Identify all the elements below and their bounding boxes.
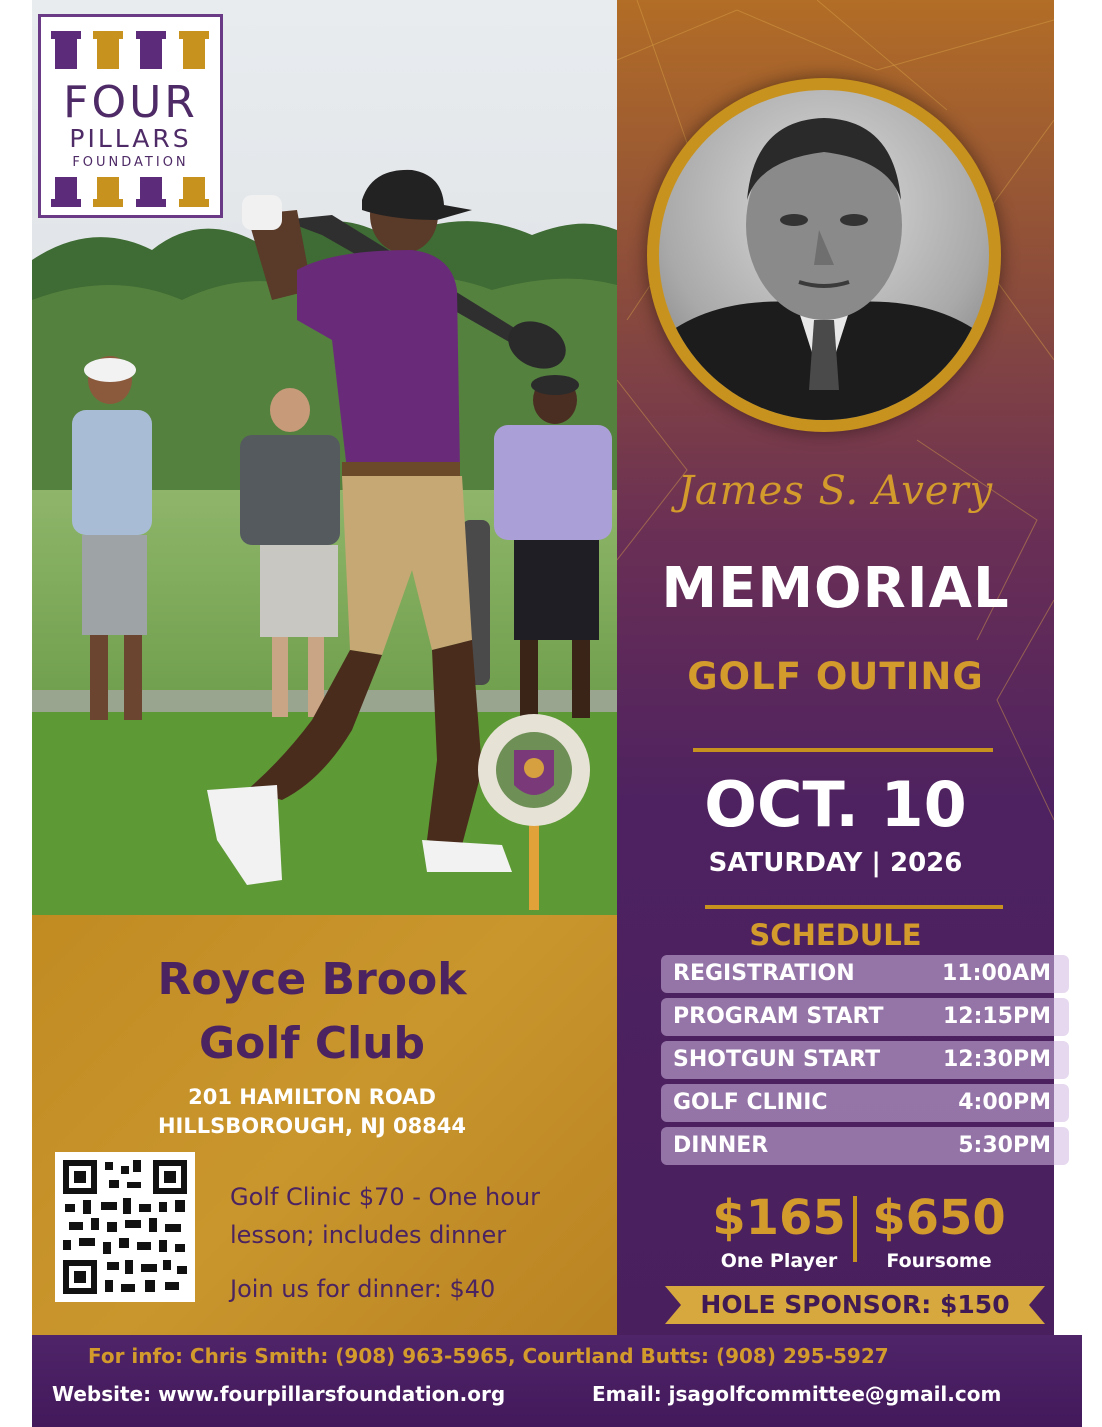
venue-address [32,1083,592,1141]
schedule-title: SCHEDULE [749,918,922,952]
qr-code-icon [63,1160,187,1294]
honoree-name: James S. Avery [677,468,994,514]
schedule-time: 4:00PM [958,1090,1051,1115]
event-flyer [32,0,1082,1427]
honoree-portrait-frame [647,78,1001,432]
schedule-time: 11:00AM [942,961,1051,986]
qr-code[interactable] [55,1152,195,1302]
golfer-photo [32,0,617,915]
event-date: OCT. 10 [704,768,967,841]
schedule-time: 12:30PM [942,1047,1051,1072]
event-subtitle: GOLF OUTING [687,655,984,698]
honoree-portrait [659,90,989,420]
price-divider [853,1196,857,1262]
schedule-row [661,998,1069,1036]
divider-top [693,748,993,752]
schedule-row [661,1084,1069,1122]
venue-name [32,948,592,1076]
event-title: MEMORIAL [661,556,1010,621]
contact-info: For info: Chris Smith: (908) 963-5965, Courtland Butts: (908) 295-5927 [88,1344,889,1368]
venue-name-line2: Golf Club [198,1018,426,1069]
portrait-illustration [659,90,989,420]
schedule-event: REGISTRATION [673,961,855,986]
schedule-event: GOLF CLINIC [673,1090,828,1115]
foursome-price-label: Foursome [886,1250,992,1272]
logo-text-pillars: PILLARS [69,124,192,153]
schedule-event: PROGRAM START [673,1004,884,1029]
golf-clinic-note: Golf Clinic $70 - One hour lesson; includes dinner [230,1183,541,1249]
event-day-year: SATURDAY | 2026 [708,848,963,878]
logo-text-four: FOUR [63,77,198,128]
schedule-row [661,1127,1069,1165]
schedule-event: DINNER [673,1133,769,1158]
email-link[interactable]: Email: jsagolfcommittee@gmail.com [592,1382,1002,1406]
four-pillars-logo [38,14,223,218]
schedule-row [661,955,1069,993]
divider-bottom [705,905,1003,909]
event-details-panel [617,0,1054,1335]
schedule-event: SHOTGUN START [673,1047,881,1072]
venue-name-line1: Royce Brook [157,954,467,1005]
logo-text-foundation: FOUNDATION [72,155,189,170]
hole-sponsor-banner [665,1282,1045,1328]
schedule-list [661,955,1069,1170]
player-price: $165 [712,1190,846,1246]
hole-sponsor-text: HOLE SPONSOR: $150 [700,1290,1010,1319]
player-price-label: One Player [720,1250,838,1272]
dinner-note: Join us for dinner: $40 [230,1275,496,1303]
address-line2: HILLSBOROUGH, NJ 08844 [157,1114,467,1138]
schedule-time: 12:15PM [942,1004,1051,1029]
foursome-price: $650 [872,1190,1006,1246]
address-line1: 201 HAMILTON ROAD [188,1085,436,1109]
schedule-time: 5:30PM [958,1133,1051,1158]
schedule-row [661,1041,1069,1079]
website-link[interactable]: Website: www.fourpillarsfoundation.org [52,1382,506,1406]
